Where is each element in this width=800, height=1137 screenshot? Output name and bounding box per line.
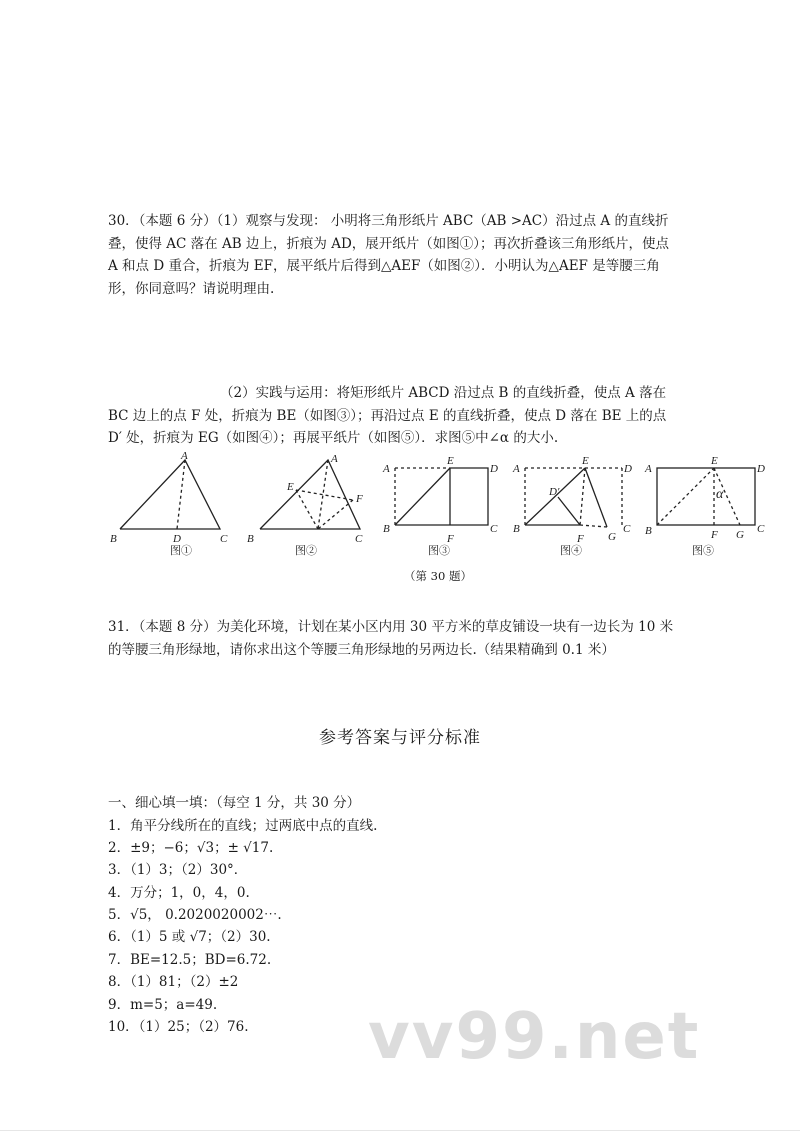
fig5-label-c: C xyxy=(757,523,765,535)
answer-item-3: 3．（1）3；（2）30°． xyxy=(108,862,248,878)
figure-3 xyxy=(395,468,488,525)
fig1-label-d: D xyxy=(173,533,181,545)
fig2-label-c: C xyxy=(355,533,363,545)
fig4-label-dprime: D′ xyxy=(549,486,560,498)
fig3-label-f: F xyxy=(447,533,454,545)
answer-item-8: 8．（1）81；（2）±2 xyxy=(108,974,239,990)
fig-caption-3: 图③ xyxy=(428,545,450,557)
answers-section-1: 一、细心填一填：（每空 1 分，共 30 分） xyxy=(108,795,361,811)
fig4-label-d: D xyxy=(624,463,632,475)
question-30-part-2-text: （2）实践与运用：将矩形纸片 ABCD 沿过点 B 的直线折叠，使点 A 落在 BC 边上的点 F 处，折痕为 BE（如图③）；再沿过点 E 的直线折叠，使点 D 落在 BE 上的点 D′ 处，折痕为 EG（如图④）；再展平纸片（如图⑤）．求图⑤中∠α 的大小. xyxy=(108,385,667,446)
answer-item-1: 1．角平分线所在的直线；过两底中点的直线. xyxy=(108,818,378,834)
fig4-label-e: E xyxy=(582,455,589,467)
fig-caption-5: 图⑤ xyxy=(692,545,714,557)
fig4-label-c: C xyxy=(623,523,631,535)
fig4-label-b: B xyxy=(513,523,520,535)
fig1-label-b: B xyxy=(110,533,117,545)
fig5-label-e: E xyxy=(711,455,718,467)
answer-item-6: 6．（1）5 或 √7；（2）30. xyxy=(108,929,271,945)
answer-item-9: 9．m=5；a=49. xyxy=(108,997,218,1013)
fig-caption-1: 图① xyxy=(170,545,192,557)
fig2-label-b: B xyxy=(247,533,254,545)
fig-caption-4: 图④ xyxy=(560,545,582,557)
fig5-label-g: G xyxy=(736,529,744,541)
fig5-label-d: D xyxy=(757,463,765,475)
question-31: 31．（本题 8 分）为美化环境，计划在某小区内用 30 平方米的草皮铺设一块有一边长为 10 米的等腰三角形绿地，请你求出这个等腰三角形绿地的另两边长.（结果精确到 0.1 米） xyxy=(108,619,674,658)
fig4-label-a: A xyxy=(513,463,520,475)
fig4-label-g: G xyxy=(608,531,616,543)
figure-caption-question-30: （第 30 题） xyxy=(404,569,472,583)
fig5-label-b: B xyxy=(645,525,652,537)
watermark: vv99.net xyxy=(368,1000,701,1074)
fig2-label-f: F xyxy=(356,493,363,505)
question-30-figures xyxy=(100,450,765,582)
fig5-label-f: F xyxy=(711,529,718,541)
figure-4 xyxy=(525,468,622,527)
fig3-label-a: A xyxy=(383,463,390,475)
fig2-label-e: E xyxy=(287,481,294,493)
fig3-label-d: D xyxy=(490,463,498,475)
figure-5 xyxy=(657,468,755,525)
fig-caption-2: 图② xyxy=(295,545,317,557)
figure-2 xyxy=(260,460,360,529)
fig5-label-alpha: α xyxy=(716,487,724,502)
answer-item-2: 2．±9；−6；√3；± √17. xyxy=(108,840,274,856)
fig1-label-a: A xyxy=(181,450,188,462)
answers-title: 参考答案与评分标准 xyxy=(319,728,481,748)
fig3-label-b: B xyxy=(383,523,390,535)
fig3-label-c: C xyxy=(490,523,498,535)
fig4-label-f: F xyxy=(577,533,584,545)
fig1-label-c: C xyxy=(220,533,228,545)
answer-item-4: 4．万分；1，0，4，0. xyxy=(108,885,250,901)
page-bottom-divider xyxy=(0,1130,800,1131)
fig5-label-a: A xyxy=(645,463,652,475)
question-30-part-1: 30．（本题 6 分）（1）观察与发现： 小明将三角形纸片 ABC（AB >AC）沿过点 A 的直线折叠，使得 AC 落在 AB 边上，折痕为 AD，展开纸片（如图①）；再次折叠该三角形纸片，使点 A 和点 D 重合，折痕为 EF，展平纸片后得到△AEF（如图②）．小明认为△AEF 是等腰三角形，你同意吗？请说明理由. xyxy=(108,213,670,297)
fig3-label-e: E xyxy=(447,455,454,467)
answer-item-5: 5．√5， 0.2020020002⋯. xyxy=(108,907,282,923)
answer-item-7: 7．BE=12.5；BD=6.72. xyxy=(108,952,272,968)
answer-item-10: 10．（1）25；（2）76. xyxy=(108,1019,249,1035)
figure-1 xyxy=(120,460,220,529)
fig2-label-a: A xyxy=(331,453,338,465)
question-30-part-2 xyxy=(108,382,680,450)
